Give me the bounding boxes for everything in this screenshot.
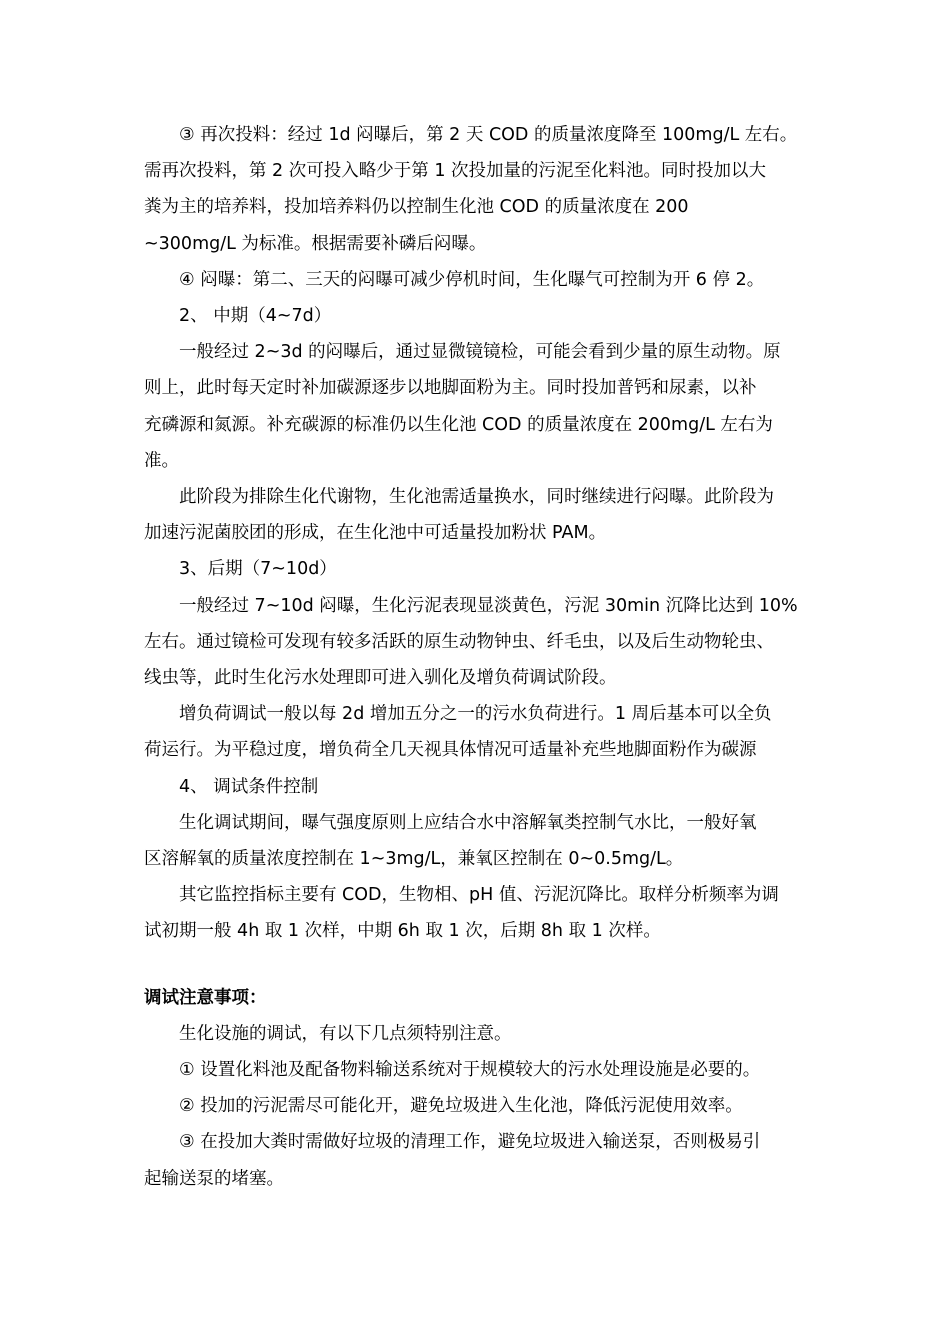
paragraph-notice-1 (144, 1052, 808, 1088)
text-line: 生化设施的调试，有以下几点须特别注意。 (179, 1023, 512, 1044)
text-line: 起输送泵的堵塞。 (144, 1168, 284, 1189)
text-line: 需再次投料，第 2 次可投入略少于第 1 次投加量的污泥至化料池。同时投加以大 (144, 161, 767, 182)
text-line: 试初期一般 4h 取 1 次样，中期 6h 取 1 次，后期 8h 取 1 次样。 (144, 921, 661, 942)
text-line: ③ 在投加大粪时需做好垃圾的清理工作，避免垃圾进入输送泵，否则极易引 (179, 1132, 761, 1153)
text-line: 一般经过 2~3d 的闷曝后，通过显微镜镜检，可能会看到少量的原生动物。原 (179, 342, 781, 363)
paragraph-mid-2 (144, 479, 808, 551)
text-line: ④ 闷曝：第二、三天的闷曝可减少停机时间，生化曝气可控制为开 6 停 2。 (179, 269, 765, 290)
heading-control-conditions: 4、 调试条件控制 (179, 776, 319, 797)
text-line: 充磷源和氮源。补充碳源的标准仍以生化池 COD 的质量浓度在 200mg/L 左右为 (144, 414, 773, 435)
text-line: ② 投加的污泥需尽可能化开，避免垃圾进入生化池，降低污泥使用效率。 (179, 1096, 743, 1117)
paragraph-aeration (144, 262, 808, 298)
text-line: 准。 (144, 450, 179, 471)
text-line: 则上，此时每天定时补加碳源逐步以地脚面粉为主。同时投加普钙和尿素，以补 (144, 378, 757, 399)
text-line: 增负荷调试一般以每 2d 增加五分之一的污水负荷进行。1 周后基本可以全负 (179, 704, 772, 725)
paragraph-reinput (144, 117, 808, 262)
paragraph-control-2 (144, 877, 808, 949)
text-line: ① 设置化料池及配备物料输送系统对于规模较大的污水处理设施是必要的。 (179, 1060, 761, 1081)
text-line: 其它监控指标主要有 COD，生物相、pH 值、污泥沉降比。取样分析频率为调 (179, 885, 779, 906)
text-line: 粪为主的培养料，投加培养料仍以控制生化池 COD 的质量浓度在 200 (144, 197, 689, 218)
paragraph-mid-1 (144, 334, 808, 479)
text-line: 荷运行。为平稳过度，增负荷全几天视具体情况可适量补充些地脚面粉作为碳源 (144, 740, 757, 761)
text-line: 左右。通过镜检可发现有较多活跃的原生动物钟虫、纤毛虫，以及后生动物轮虫、 (144, 631, 774, 652)
text-line: 一般经过 7~10d 闷曝，生化污泥表现显淡黄色，污泥 30min 沉降比达到 10% (179, 595, 798, 616)
text-line: 生化调试期间，曝气强度原则上应结合水中溶解氧类控制气水比，一般好氧 (179, 812, 757, 833)
text-line: ③ 再次投料：经过 1d 闷曝后，第 2 天 COD 的质量浓度降至 100mg/L 左右。 (179, 125, 798, 145)
text-line: 区溶解氧的质量浓度控制在 1~3mg/L，兼氧区控制在 0~0.5mg/L。 (144, 849, 684, 870)
section-gap (144, 950, 808, 980)
text-line: 加速污泥菌胶团的形成，在生化池中可适量投加粉状 PAM。 (144, 523, 607, 544)
paragraph-control-1 (144, 805, 808, 877)
heading-late-stage: 3、后期（7~10d） (179, 559, 337, 580)
text-line: 此阶段为排除生化代谢物，生化池需适量换水，同时继续进行闷曝。此阶段为 (179, 487, 774, 508)
text-line: 线虫等，此时生化污水处理即可进入驯化及增负荷调试阶段。 (144, 668, 617, 689)
notice-title: 调试注意事项： (144, 987, 267, 1008)
text-line: ~300mg/L 为标准。根据需要补磷后闷曝。 (144, 233, 487, 254)
document-body (144, 117, 808, 1197)
paragraph-late-1 (144, 588, 808, 697)
paragraph-notice-2 (144, 1088, 808, 1124)
paragraph-late-2 (144, 696, 808, 768)
paragraph-notice-intro (144, 1016, 808, 1052)
paragraph-notice-3 (144, 1124, 808, 1196)
heading-mid-stage: 2、 中期（4~7d） (179, 306, 332, 327)
